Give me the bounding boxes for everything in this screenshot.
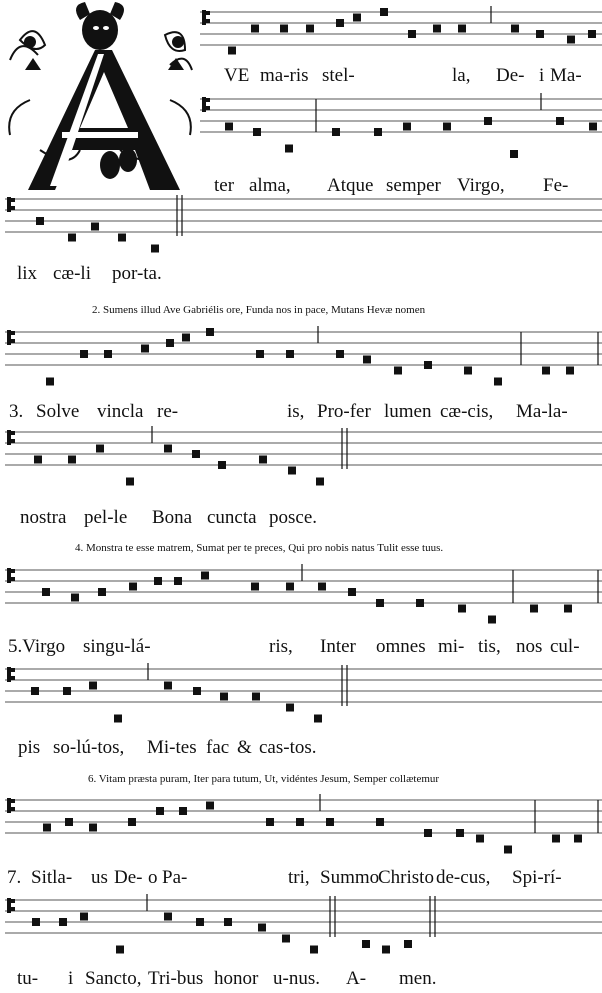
neume-note (588, 30, 596, 38)
c-clef-icon (7, 568, 11, 583)
c-clef-icon (206, 19, 210, 23)
neume-note (336, 19, 344, 27)
syllable: cæ-cis, (440, 401, 494, 422)
neume-note (46, 378, 54, 386)
neume-note (256, 350, 264, 358)
neume-note (380, 8, 388, 16)
c-clef-icon (7, 197, 11, 212)
neume-note (98, 588, 106, 596)
neume-note (251, 25, 259, 33)
syllable: i (68, 968, 74, 989)
neume-note (424, 361, 432, 369)
c-clef-icon (206, 98, 210, 102)
neume-note (31, 687, 39, 695)
neume-note (251, 583, 259, 591)
neume-note (336, 350, 344, 358)
syllable: De- (496, 65, 525, 86)
neume-note (310, 946, 318, 954)
neume-note (68, 456, 76, 464)
neume-note (129, 583, 137, 591)
syllable: tis, (478, 636, 501, 657)
neume-note (89, 824, 97, 832)
neume-note (104, 350, 112, 358)
verse-text-4: 4. Monstra te esse matrem, Sumat per te preces, Qui pro nobis natus Tulit esse tuus. (75, 542, 444, 554)
c-clef-icon (7, 667, 11, 682)
c-clef-icon (11, 431, 15, 435)
neume-note (192, 450, 200, 458)
syllable: re- (157, 401, 179, 422)
neume-note (253, 128, 261, 136)
neume-note (511, 25, 519, 33)
neume-note (564, 605, 572, 613)
syllable: cuncta (207, 507, 257, 528)
syllable: De- (114, 867, 143, 888)
c-clef-icon (11, 569, 15, 573)
c-clef-icon (11, 907, 15, 911)
neume-note (286, 704, 294, 712)
neume-note (376, 599, 384, 607)
neume-note (476, 835, 484, 843)
neume-note (174, 577, 182, 585)
syllable: Pa- (162, 867, 188, 888)
syllable: mi- (438, 636, 465, 657)
syllable: singu-lá- (83, 636, 151, 657)
syllable: Sitla- (31, 867, 73, 888)
neume-note (286, 583, 294, 591)
neume-note (259, 456, 267, 464)
neume-note (193, 687, 201, 695)
neume-note (362, 940, 370, 948)
neume-note (182, 334, 190, 342)
neume-note (542, 367, 550, 375)
syllable: Virgo, (457, 175, 505, 196)
syllable: 7. (7, 867, 22, 888)
neume-note (228, 47, 236, 55)
neume-note (126, 478, 134, 486)
neume-note (80, 350, 88, 358)
neume-note (196, 918, 204, 926)
c-clef-icon (11, 577, 15, 581)
neume-note (574, 835, 582, 843)
syllable: cas-tos. (259, 737, 317, 758)
syllable: lumen (384, 401, 432, 422)
neume-note (348, 588, 356, 596)
neume-note (68, 234, 76, 242)
neume-note (164, 682, 172, 690)
syllable: cul- (550, 636, 580, 657)
neume-note (306, 25, 314, 33)
neume-note (71, 594, 79, 602)
neume-note (326, 818, 334, 826)
syllable: 5.Virgo (8, 636, 66, 657)
neume-note (280, 25, 288, 33)
c-clef-icon (11, 331, 15, 335)
c-clef-icon (11, 668, 15, 672)
syllable: de-cus, (436, 867, 491, 888)
syllable: ris, (269, 636, 293, 657)
neume-note (504, 846, 512, 854)
neume-note (314, 715, 322, 723)
c-clef-icon (7, 330, 11, 345)
syllable: Bona (152, 507, 193, 528)
syllable: Solve (36, 401, 80, 422)
neume-note (63, 687, 71, 695)
syllable: & (237, 737, 252, 758)
neume-note (164, 913, 172, 921)
syllable: nostra (20, 507, 67, 528)
neume-note (91, 223, 99, 231)
neume-note (285, 145, 293, 153)
neume-note (43, 824, 51, 832)
c-clef-icon (7, 430, 11, 445)
syllable: 3. (9, 401, 24, 422)
syllable: Inter (320, 636, 356, 657)
neume-note (128, 818, 136, 826)
syllable: pel-le (84, 507, 128, 528)
syllable: Summo (320, 867, 380, 888)
syllable: fac (206, 737, 230, 758)
c-clef-icon (202, 97, 206, 112)
syllable: Fe- (543, 175, 569, 196)
neume-note (36, 217, 44, 225)
neume-note (224, 918, 232, 926)
neume-note (166, 339, 174, 347)
neume-note (394, 367, 402, 375)
neume-note (156, 807, 164, 815)
syllable: alma, (249, 175, 291, 196)
neume-note (464, 367, 472, 375)
syllable: ter (214, 175, 235, 196)
syllable: honor (214, 968, 259, 989)
syllable: Tri-bus (148, 968, 204, 989)
syllable: stel- (322, 65, 355, 86)
neume-note (96, 445, 104, 453)
neume-note (206, 328, 214, 336)
neume-note (556, 117, 564, 125)
neume-note (252, 693, 260, 701)
neume-note (404, 940, 412, 948)
syllable: i (539, 65, 545, 86)
syllable: tri, (288, 867, 310, 888)
neume-note (179, 807, 187, 815)
neume-note (141, 345, 149, 353)
neume-note (201, 572, 209, 580)
syllable: cæ-li (53, 263, 91, 284)
syllable: posce. (269, 507, 318, 528)
verse-text-2: 2. Sumens illud Ave Gabriélis ore, Funda nos in pace, Mutans Hevæ nomen (92, 304, 426, 316)
neume-note (408, 30, 416, 38)
neume-note (42, 588, 50, 596)
neume-note (510, 150, 518, 158)
neume-note (116, 946, 124, 954)
syllable: nos (516, 636, 543, 657)
syllable: o (148, 867, 158, 888)
neume-note (114, 715, 122, 723)
syllable: semper (386, 175, 441, 196)
neume-note (530, 605, 538, 613)
neume-note (89, 682, 97, 690)
syllable: lix (17, 263, 38, 284)
neume-note (286, 350, 294, 358)
neume-note (488, 616, 496, 624)
syllable: por-ta. (112, 263, 162, 284)
syllable: Atque (327, 175, 374, 196)
syllable: vincla (97, 401, 144, 422)
neume-note (118, 234, 126, 242)
neume-note (316, 478, 324, 486)
syllable: Spi-rí- (512, 867, 562, 888)
neume-note (353, 14, 361, 22)
neume-note (374, 128, 382, 136)
neume-note (456, 829, 464, 837)
neume-note (484, 117, 492, 125)
c-clef-icon (206, 106, 210, 110)
neume-note (382, 946, 390, 954)
neume-note (416, 599, 424, 607)
syllable: tu- (17, 968, 39, 989)
syllable: u-nus. (273, 968, 320, 989)
neume-note (151, 245, 159, 253)
neume-note (443, 123, 451, 131)
syllable: Sancto, (85, 968, 142, 989)
neume-note (225, 123, 233, 131)
neume-note (164, 445, 172, 453)
neume-note (59, 918, 67, 926)
syllable: is, (287, 401, 305, 422)
c-clef-icon (11, 439, 15, 443)
c-clef-icon (11, 799, 15, 803)
neume-note (154, 577, 162, 585)
neume-note (424, 829, 432, 837)
syllable: la, (452, 65, 471, 86)
neume-note (433, 25, 441, 33)
neume-note (218, 461, 226, 469)
c-clef-icon (11, 339, 15, 343)
neume-note (589, 123, 597, 131)
syllable: Pro-fer (317, 401, 371, 422)
neume-note (296, 818, 304, 826)
neume-note (494, 378, 502, 386)
neume-note (363, 356, 371, 364)
syllable: Mi-tes (147, 737, 197, 758)
neume-note (258, 924, 266, 932)
c-clef-icon (7, 898, 11, 913)
syllable: ma-ris (260, 65, 309, 86)
neume-note (80, 913, 88, 921)
neume-note (566, 367, 574, 375)
syllable: omnes (376, 636, 426, 657)
neume-note (318, 583, 326, 591)
c-clef-icon (7, 798, 11, 813)
neume-note (567, 36, 575, 44)
syllable: pis (18, 737, 41, 758)
syllable: Christo (378, 867, 434, 888)
neume-note (552, 835, 560, 843)
neume-note (288, 467, 296, 475)
syllable: us (91, 867, 108, 888)
c-clef-icon (11, 807, 15, 811)
neume-note (220, 693, 228, 701)
neume-note (458, 25, 466, 33)
neume-note (206, 802, 214, 810)
neume-note (32, 918, 40, 926)
neume-note (34, 456, 42, 464)
syllable: VE (224, 65, 250, 86)
neume-note (403, 123, 411, 131)
syllable: Ma-la- (516, 401, 568, 422)
syllable: A- (346, 968, 367, 989)
c-clef-icon (11, 676, 15, 680)
neume-note (376, 818, 384, 826)
neume-note (536, 30, 544, 38)
c-clef-icon (11, 899, 15, 903)
neume-note (282, 935, 290, 943)
neume-note (332, 128, 340, 136)
neume-note (266, 818, 274, 826)
syllable: Ma- (550, 65, 582, 86)
c-clef-icon (206, 11, 210, 15)
c-clef-icon (202, 10, 206, 25)
syllable: men. (399, 968, 437, 989)
verse-text-6: 6. Vitam præsta puram, Iter para tutum, Ut, vidéntes Jesum, Semper collætemur (88, 773, 440, 785)
neume-note (65, 818, 73, 826)
syllable: so-lú-tos, (53, 737, 125, 758)
c-clef-icon (11, 198, 15, 202)
neume-note (458, 605, 466, 613)
c-clef-icon (11, 206, 15, 210)
